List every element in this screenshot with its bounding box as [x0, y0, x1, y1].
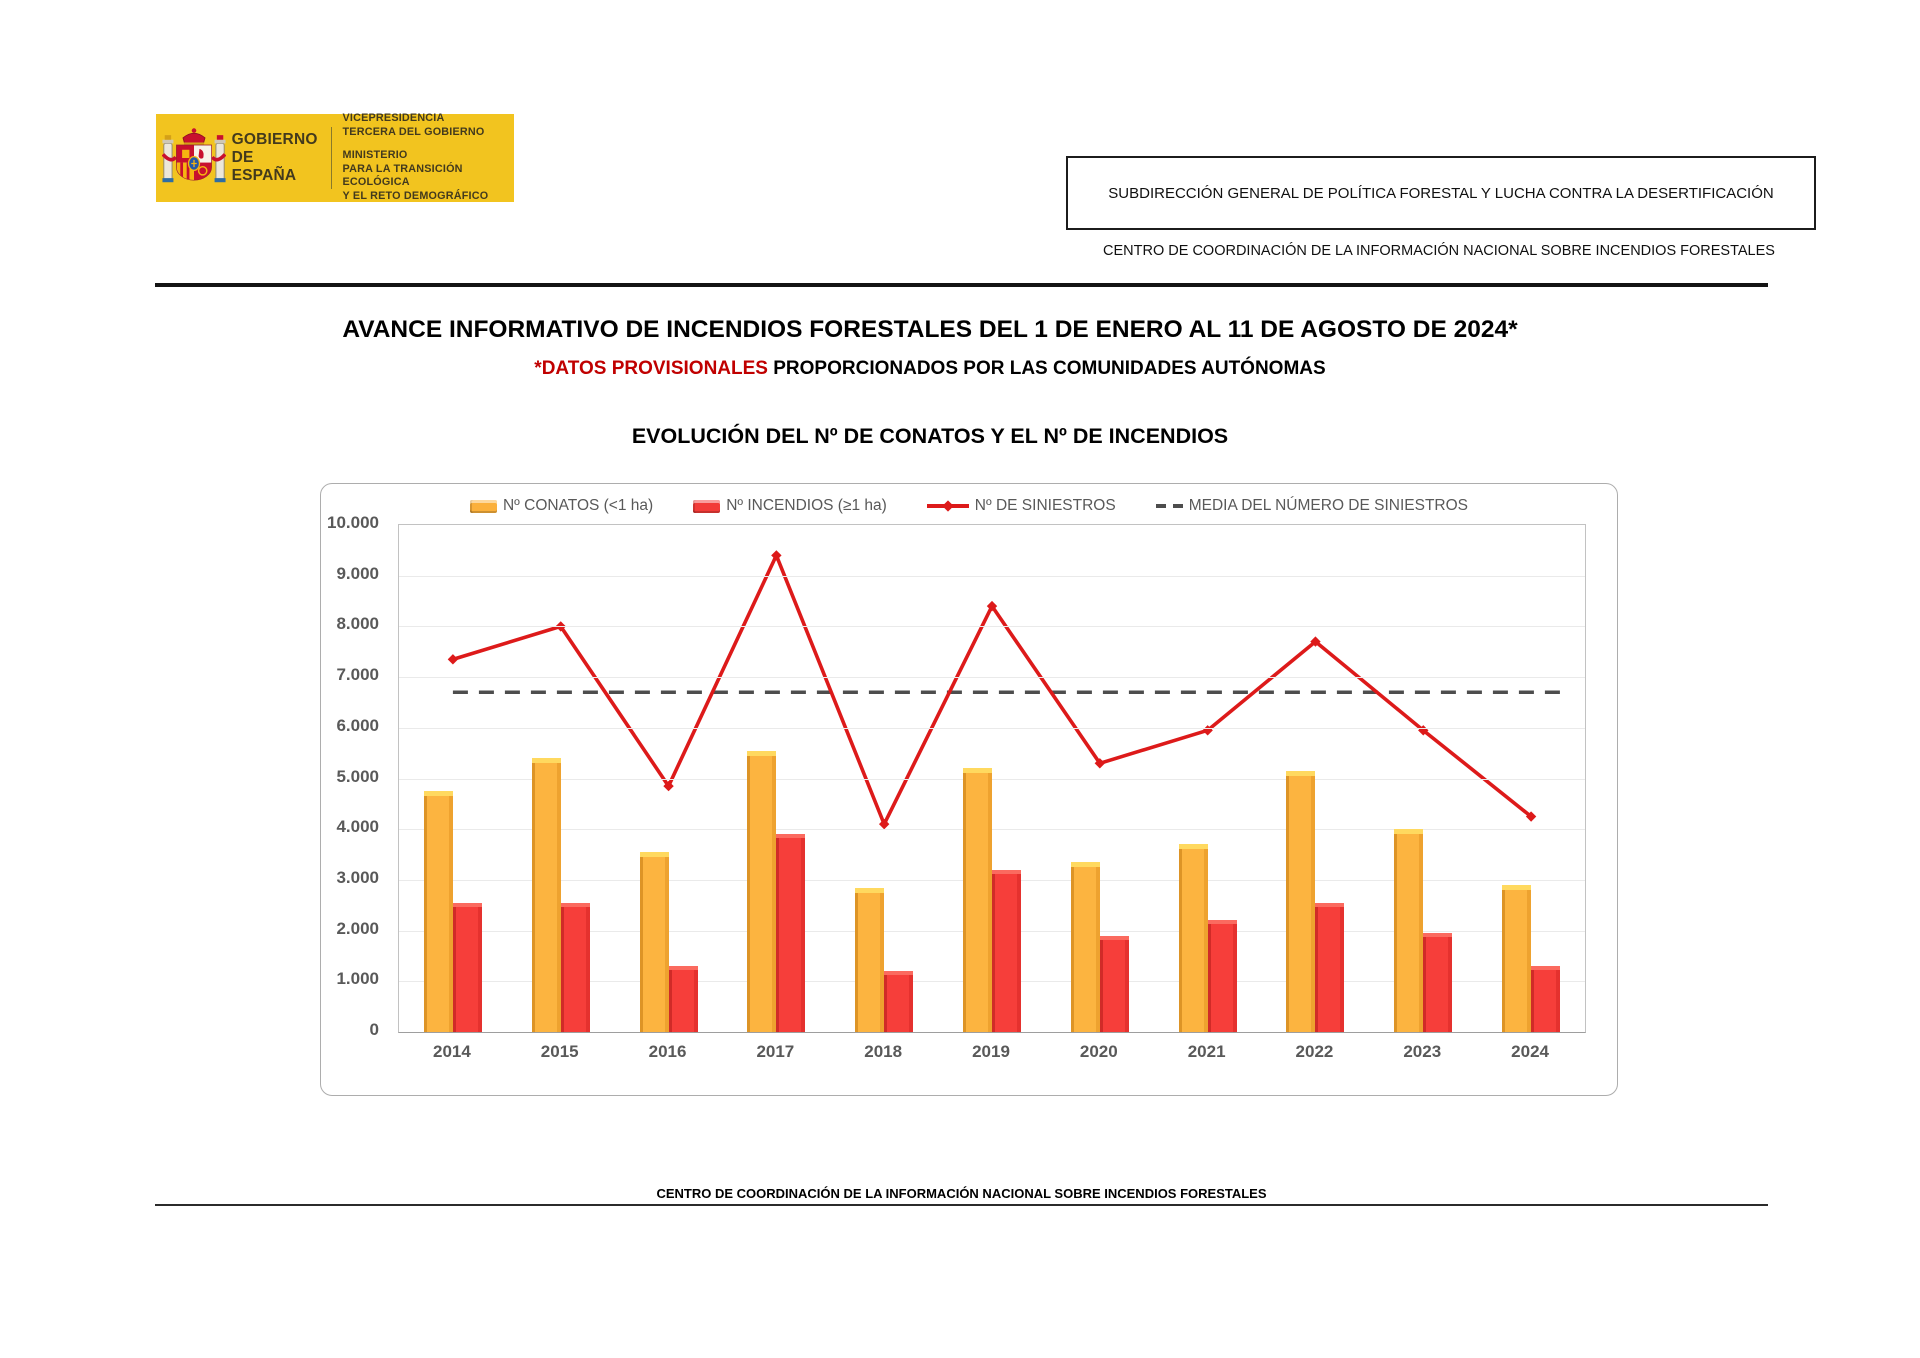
chart-card: [320, 483, 1618, 1096]
header-divider: [155, 283, 1768, 287]
bar-incendios-2015: [561, 903, 590, 1032]
bar-incendios-2019: [992, 870, 1021, 1032]
bar-conatos-2017: [747, 751, 776, 1032]
siniestros-line: [453, 555, 1531, 824]
legend-label: MEDIA DEL NÚMERO DE SINIESTROS: [1188, 497, 1469, 514]
y-axis-tick: 10.000: [327, 513, 379, 532]
ministry-label: [343, 112, 515, 204]
bar-incendios-2016: [669, 966, 698, 1032]
vicepresidencia-line: VICEPRESIDENCIA: [342, 112, 445, 125]
bar-incendios-2021: [1208, 920, 1237, 1032]
bar-conatos-2022: [1286, 771, 1315, 1032]
y-axis-tick: 0: [369, 1020, 379, 1039]
bar-conatos-2023: [1394, 829, 1423, 1032]
y-axis-tick: 3.000: [336, 867, 379, 887]
chart-title: EVOLUCIÓN DEL Nº DE CONATOS Y EL Nº DE INCENDIOS: [631, 424, 1229, 448]
legend-label: Nº CONATOS (<1 ha): [502, 497, 654, 514]
plot-area: [398, 524, 1586, 1033]
legend-label: Nº DE SINIESTROS: [974, 497, 1116, 514]
bar-conatos-2015: [532, 758, 561, 1032]
bar-incendios-2023: [1423, 933, 1452, 1032]
x-axis-labels: [398, 1042, 1584, 1068]
footer-divider: [155, 1204, 1768, 1206]
bar-incendios-2020: [1100, 936, 1129, 1032]
legend-item-0: [470, 497, 653, 515]
ministerio-line: PARA LA TRANSICIÓN ECOLÓGICA: [342, 162, 463, 189]
spain-coat-of-arms-icon: [156, 124, 232, 192]
x-axis-tick: 2016: [648, 1042, 687, 1061]
page-subtitle: [120, 358, 1740, 380]
legend-swatch-line: [927, 504, 969, 508]
gridline: [399, 728, 1585, 729]
bar-conatos-2024: [1502, 885, 1531, 1032]
gobierno-de-espana-label: GOBIERNO DE ESPAÑA: [231, 130, 318, 185]
gridline: [399, 779, 1585, 780]
gridline: [399, 677, 1585, 678]
bar-conatos-2020: [1071, 862, 1100, 1032]
subtitle-black-text: PROPORCIONADOS POR LAS COMUNIDADES AUTÓNOMAS: [767, 358, 1326, 379]
bar-incendios-2014: [453, 903, 482, 1032]
gridline: [399, 626, 1585, 627]
legend-item-2: [927, 497, 1116, 515]
x-axis-tick: 2018: [864, 1042, 903, 1061]
ministerio-line: MINISTERIO: [342, 148, 408, 161]
y-axis-tick: 4.000: [336, 817, 379, 837]
y-axis-tick: 6.000: [336, 715, 379, 735]
x-axis-tick: 2020: [1079, 1042, 1118, 1061]
y-axis-tick: 8.000: [336, 614, 379, 634]
subtitle-red-text: *DATOS PROVISIONALES: [534, 358, 768, 379]
bar-conatos-2014: [424, 791, 453, 1032]
x-axis-tick: 2014: [432, 1042, 471, 1061]
legend-item-1: [693, 497, 887, 515]
logo-divider: [331, 127, 332, 189]
vicepresidencia-line: TERCERA DEL GOBIERNO: [342, 125, 485, 138]
y-axis-labels: [321, 513, 389, 1039]
footer-text: CENTRO DE COORDINACIÓN DE LA INFORMACIÓN NACIONAL SOBRE INCENDIOS FORESTALES: [656, 1186, 1267, 1201]
gobierno-de-espana-logo: [156, 114, 514, 202]
x-axis-tick: 2024: [1511, 1042, 1549, 1061]
bar-incendios-2018: [884, 971, 913, 1032]
bar-conatos-2018: [855, 888, 884, 1032]
subdireccion-title: SUBDIRECCIÓN GENERAL DE POLÍTICA FORESTAL Y LUCHA CONTRA LA DESERTIFICACIÓN: [1108, 184, 1774, 202]
siniestros-marker-2014: [448, 654, 458, 664]
x-axis-tick: 2023: [1403, 1042, 1442, 1061]
legend-swatch-bar: [693, 500, 720, 513]
bar-incendios-2022: [1315, 903, 1344, 1032]
chart-legend: [321, 497, 1617, 515]
legend-swatch-dash: [1156, 504, 1183, 508]
bar-conatos-2021: [1179, 844, 1208, 1032]
legend-item-3: [1156, 497, 1468, 515]
subdireccion-box: [1066, 156, 1816, 230]
ministerio-line: Y EL RETO DEMOGRÁFICO: [342, 190, 489, 203]
bar-conatos-2019: [963, 768, 992, 1032]
legend-label: Nº INCENDIOS (≥1 ha): [726, 497, 887, 514]
centro-coordinacion-header: CENTRO DE COORDINACIÓN DE LA INFORMACIÓN NACIONAL SOBRE INCENDIOS FORESTALES: [1103, 243, 1775, 259]
x-axis-tick: 2015: [540, 1042, 579, 1061]
x-axis-tick: 2017: [756, 1042, 795, 1061]
y-axis-tick: 7.000: [336, 665, 379, 685]
bar-conatos-2016: [640, 852, 669, 1032]
legend-swatch-bar: [470, 500, 497, 513]
y-axis-tick: 2.000: [336, 918, 379, 938]
gridline: [399, 576, 1585, 577]
x-axis-tick: 2022: [1295, 1042, 1334, 1061]
y-axis-tick: 5.000: [336, 766, 379, 786]
bar-incendios-2017: [776, 834, 805, 1032]
y-axis-tick: 1.000: [336, 969, 379, 989]
page-title: AVANCE INFORMATIVO DE INCENDIOS FORESTALES DEL 1 DE ENERO AL 11 DE AGOSTO DE 2024*: [342, 316, 1518, 343]
x-axis-tick: 2019: [972, 1042, 1010, 1061]
y-axis-tick: 9.000: [336, 563, 379, 583]
x-axis-tick: 2021: [1187, 1042, 1226, 1061]
bar-incendios-2024: [1531, 966, 1560, 1032]
